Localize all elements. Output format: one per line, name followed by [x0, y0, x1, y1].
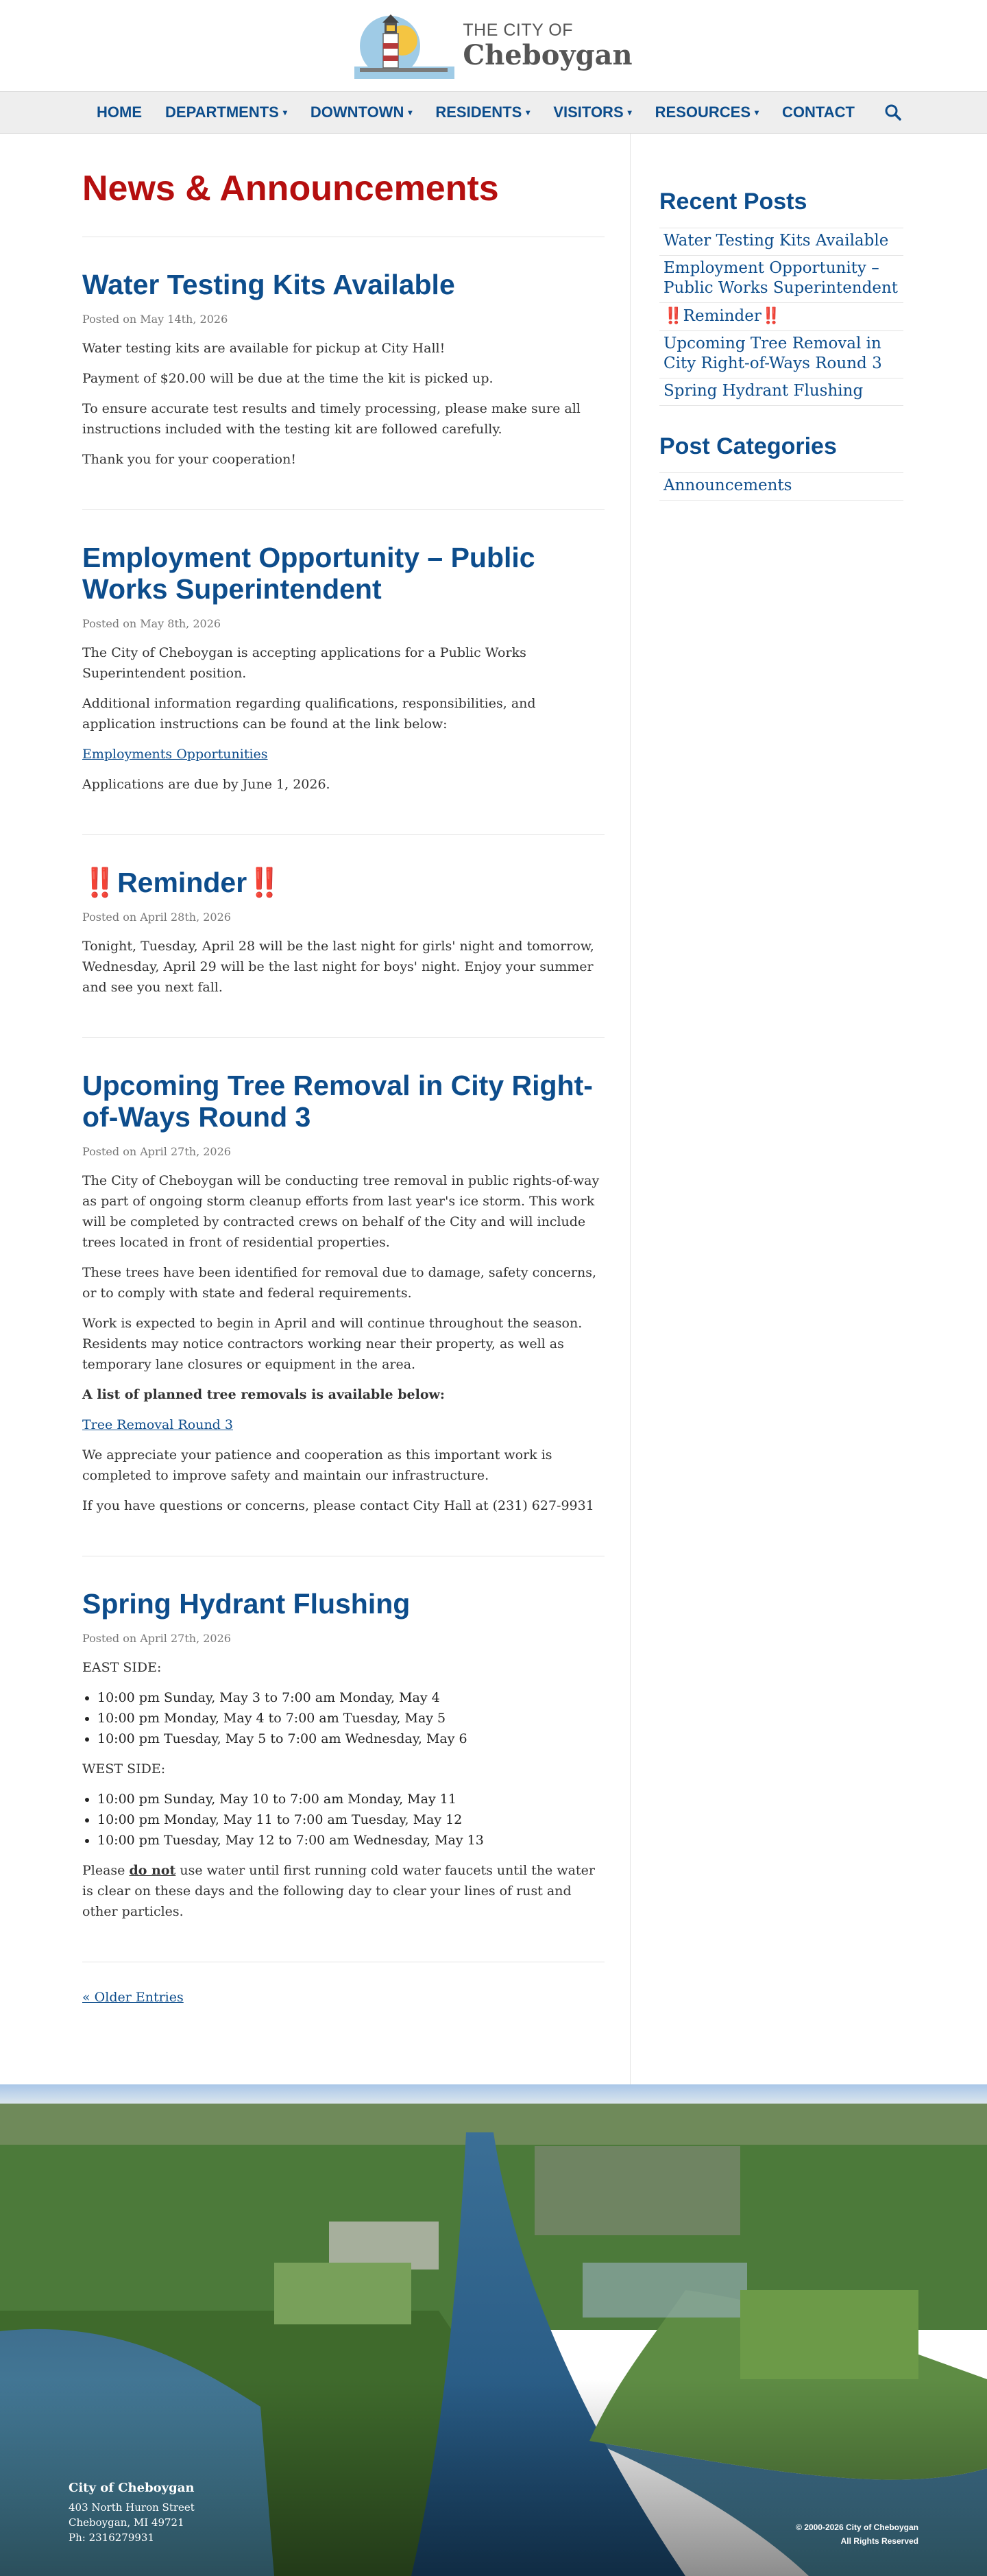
- list-item: • 10:00 pm Tuesday, May 5 to 7:00 am Wednesday, May 6: [97, 1729, 605, 1749]
- recent-post-link[interactable]: Water Testing Kits Available: [659, 228, 903, 256]
- recent-post-link[interactable]: Employment Opportunity – Public Works Superintendent: [659, 256, 903, 303]
- post-title-link[interactable]: Employment Opportunity – Public Works Superintendent: [82, 542, 535, 605]
- site-header: [0, 0, 987, 91]
- post-paragraph: If you have questions or concerns, please contact City Hall at (231) 627-9931: [82, 1498, 594, 1513]
- lighthouse-logo-icon: [354, 13, 454, 79]
- closing-pre: Please: [82, 1863, 125, 1878]
- logo-line1: THE CITY OF: [463, 21, 573, 40]
- pagination: [82, 1962, 605, 2032]
- employment-link[interactable]: Employments Opportunities: [82, 747, 268, 762]
- east-side-label: EAST SIDE:: [82, 1660, 162, 1675]
- post-paragraph: Payment of $20.00 will be due at the time the kit is picked up.: [82, 371, 494, 386]
- post-paragraph-bold: A list of planned tree removals is available below:: [82, 1387, 445, 1402]
- page-title: News & Announcements: [82, 134, 605, 237]
- recent-post-link[interactable]: Spring Hydrant Flushing: [659, 378, 903, 406]
- nav-item-label: RESOURCES: [655, 104, 751, 121]
- post-paragraph: [82, 744, 605, 765]
- caret-down-icon: ▾: [408, 108, 413, 117]
- footer-copyright: [796, 2520, 918, 2548]
- west-side-label: WEST SIDE:: [82, 1761, 166, 1777]
- post-paragraph: [82, 1860, 605, 1922]
- caret-down-icon: ▾: [755, 108, 759, 117]
- sidebar: [631, 134, 987, 2084]
- post-tree-removal: [82, 1038, 605, 1556]
- recent-post-label: Reminder: [683, 307, 761, 325]
- footer-phone: Ph: 2316279931: [69, 2531, 155, 2544]
- east-side-list: [97, 1687, 605, 1749]
- post-date: Posted on May 8th, 2026: [82, 617, 221, 630]
- recent-posts-list: [659, 228, 903, 406]
- caret-down-icon: ▾: [627, 108, 632, 117]
- post-title-link[interactable]: [82, 867, 605, 898]
- footer-address: [69, 2481, 195, 2545]
- site-footer: [0, 2084, 987, 2576]
- main-content: [0, 134, 631, 2084]
- post-date: Posted on April 27th, 2026: [82, 1145, 231, 1158]
- rights-text: All Rights Reserved: [840, 2536, 918, 2546]
- post-date: Posted on April 28th, 2026: [82, 911, 231, 924]
- post-employment: [82, 510, 605, 835]
- recent-post-link[interactable]: Upcoming Tree Removal in City Right-of-Ways Round 3: [659, 331, 903, 378]
- nav-item-label: DEPARTMENTS: [165, 104, 279, 121]
- post-paragraph: Thank you for your cooperation!: [82, 452, 296, 467]
- nav-item-label: VISITORS: [553, 104, 624, 121]
- post-reminder: [82, 835, 605, 1038]
- post-hydrant-flushing: [82, 1556, 605, 1962]
- search-icon[interactable]: [884, 104, 902, 121]
- closing-post: use water until first running cold water faucets until the water is clear on these days and the following day to clear your lines of rust and other particles.: [82, 1863, 595, 1919]
- post-paragraph: Work is expected to begin in April and will continue throughout the season. Residents may notice contractors working near their property, as well as temporary lane closures or equipment in the area.: [82, 1316, 583, 1372]
- post-paragraph: To ensure accurate test results and timely processing, please make sure all instructions included with the testing kit are followed carefully.: [82, 401, 581, 437]
- post-paragraph: Water testing kits are available for pickup at City Hall!: [82, 341, 446, 356]
- nav-item-home[interactable]: [85, 104, 154, 121]
- post-date: Posted on May 14th, 2026: [82, 313, 228, 326]
- post-paragraph: [82, 1415, 605, 1435]
- site-logo[interactable]: [354, 13, 632, 79]
- nav-item-departments[interactable]: [154, 104, 299, 121]
- post-paragraph: The City of Cheboygan will be conducting tree removal in public rights-of-way as part of ongoing storm cleanup efforts from last year's ice storm. This work will be completed by contracted crews on behalf of the City and will include trees located in front of residential properties.: [82, 1173, 600, 1250]
- main-nav: [0, 91, 987, 134]
- tree-removal-link[interactable]: Tree Removal Round 3: [82, 1417, 233, 1432]
- double-exclamation-icon: ‼️: [761, 306, 781, 325]
- post-title-text: Reminder: [117, 867, 247, 898]
- post-title-link[interactable]: Spring Hydrant Flushing: [82, 1588, 411, 1620]
- post-categories-list: [659, 472, 903, 501]
- recent-post-link[interactable]: [659, 303, 903, 331]
- post-title-link[interactable]: Water Testing Kits Available: [82, 269, 455, 300]
- footer-address-line1: 403 North Huron Street: [69, 2501, 195, 2514]
- list-item: • 10:00 pm Monday, May 4 to 7:00 am Tuesday, May 5: [97, 1708, 605, 1729]
- logo-line2: Cheboygan: [463, 39, 633, 71]
- page-layout: [0, 134, 987, 2084]
- category-link[interactable]: Announcements: [659, 473, 903, 501]
- caret-down-icon: ▾: [526, 108, 531, 117]
- post-title-link[interactable]: Upcoming Tree Removal in City Right-of-Ways Round 3: [82, 1070, 593, 1133]
- post-date: Posted on April 27th, 2026: [82, 1632, 231, 1645]
- list-item: • 10:00 pm Sunday, May 3 to 7:00 am Monday, May 4: [97, 1687, 605, 1708]
- footer-city-name: City of Cheboygan: [69, 2481, 195, 2495]
- nav-item-visitors[interactable]: [541, 104, 643, 121]
- caret-down-icon: ▾: [282, 108, 287, 117]
- footer-address-line2: Cheboygan, MI 49721: [69, 2516, 184, 2529]
- post-paragraph: Applications are due by June 1, 2026.: [82, 777, 330, 792]
- post-paragraph: Additional information regarding qualifications, responsibilities, and application instructions can be found at the link below:: [82, 696, 536, 732]
- nav-item-label: DOWNTOWN: [310, 104, 404, 121]
- post-paragraph: These trees have been identified for removal due to damage, safety concerns, or to comply with state and federal requirements.: [82, 1265, 596, 1301]
- post-paragraph: We appreciate your patience and cooperation as this important work is completed to improve safety and maintain our infrastructure.: [82, 1447, 552, 1483]
- post-water-testing: [82, 237, 605, 510]
- nav-item-label: CONTACT: [782, 104, 855, 121]
- logo-text: [463, 22, 632, 69]
- list-item: • 10:00 pm Tuesday, May 12 to 7:00 am Wednesday, May 13: [97, 1830, 605, 1851]
- nav-item-label: HOME: [97, 104, 143, 121]
- nav-item-contact[interactable]: [770, 104, 866, 121]
- nav-item-resources[interactable]: [644, 104, 770, 121]
- recent-posts-title: Recent Posts: [659, 189, 807, 215]
- double-exclamation-icon: ‼️: [663, 306, 683, 325]
- post-paragraph: The City of Cheboygan is accepting applications for a Public Works Superintendent position.: [82, 645, 526, 681]
- nav-list: [85, 104, 866, 121]
- west-side-list: [97, 1789, 605, 1851]
- older-entries-link[interactable]: « Older Entries: [82, 1990, 184, 2005]
- post-paragraph: Tonight, Tuesday, April 28 will be the last night for girls' night and tomorrow, Wednesday, April 29 will be the last night for boys' night. Enjoy your summer and see you next fall.: [82, 939, 594, 995]
- nav-item-residents[interactable]: [424, 104, 541, 121]
- post-categories-title: Post Categories: [659, 433, 837, 459]
- list-item: • 10:00 pm Sunday, May 10 to 7:00 am Monday, May 11: [97, 1789, 605, 1809]
- nav-item-downtown[interactable]: [299, 104, 424, 121]
- closing-emphasis: do not: [129, 1863, 176, 1878]
- list-item: • 10:00 pm Monday, May 11 to 7:00 am Tuesday, May 12: [97, 1809, 605, 1830]
- double-exclamation-icon: ‼️: [247, 867, 282, 898]
- copyright-text: © 2000-2026 City of Cheboygan: [796, 2523, 918, 2532]
- content-inner: [82, 134, 605, 2032]
- double-exclamation-icon: ‼️: [82, 867, 118, 898]
- nav-item-label: RESIDENTS: [435, 104, 522, 121]
